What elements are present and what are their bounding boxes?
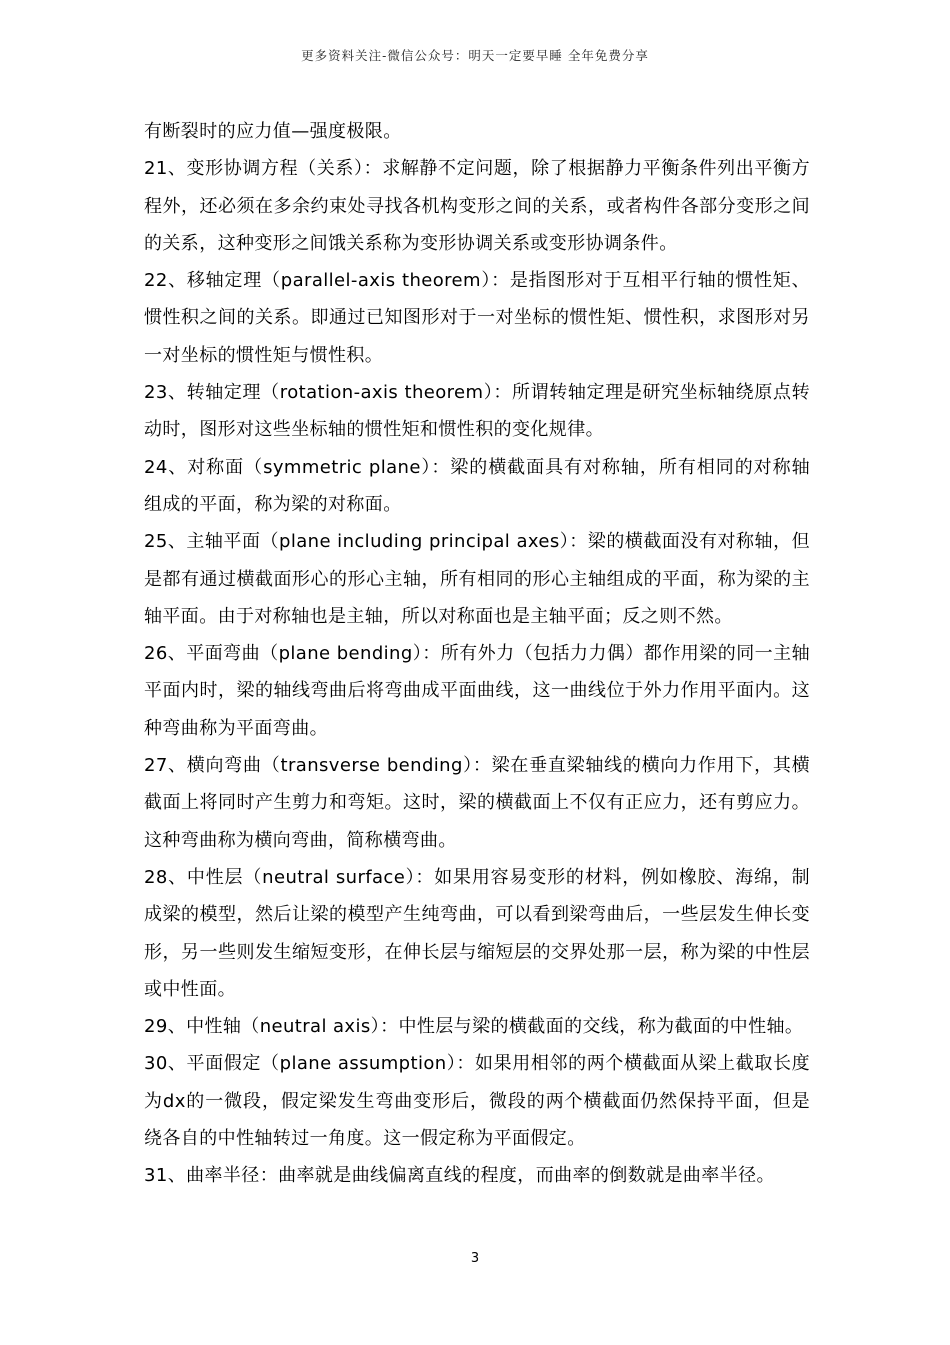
- paragraph-23-rotation-axis-theorem: 23、转轴定理（rotation-axis theorem）：所谓转轴定理是研究坐标轴绕原点转动时，图形对这些坐标轴的惯性矩和惯性积的变化规律。: [144, 382, 810, 441]
- document-body: [144, 113, 810, 1195]
- paragraph-27-transverse-bending: 27、横向弯曲（transverse bending）：梁在垂直梁轴线的横向力作用下，其横截面上将同时产生剪力和弯矩。这时，梁的横截面上不仅有正应力，还有剪应力。这种弯曲称为横向弯曲，简称横弯曲。: [144, 755, 810, 851]
- paragraph-29-neutral-axis: 29、中性轴（neutral axis）：中性层与梁的横截面的交线，称为截面的中性轴。: [144, 1016, 804, 1038]
- page-number: 3: [470, 1251, 480, 1266]
- paragraph-22-parallel-axis-theorem: 22、移轴定理（parallel-axis theorem）：是指图形对于互相平行轴的惯性矩、惯性积之间的关系。即通过已知图形对于一对坐标的惯性矩、惯性积，求图形对另一对坐标的惯性矩与惯性积。: [144, 270, 810, 366]
- page-header: 更多资料关注-微信公众号：明天一定要早睡 全年免费分享: [301, 48, 649, 63]
- paragraph-31-radius-of-curvature: 31、曲率半径：曲率就是曲线偏离直线的程度，而曲率的倒数就是曲率半径。: [144, 1165, 775, 1187]
- paragraph-28-neutral-surface: 28、中性层（neutral surface）：如果用容易变形的材料，例如橡胶、海绵，制成梁的模型，然后让梁的模型产生纯弯曲，可以看到梁弯曲后，一些层发生伸长变形，另一些则发生缩短变形，在伸长层与缩短层的交界处那一层，称为梁的中性层或中性面。: [144, 866, 810, 1000]
- paragraph-21-compatibility-equation: 21、变形协调方程（关系）：求解静不定问题，除了根据静力平衡条件列出平衡方程外，还必须在多余约束处寻找各机构变形之间的关系，或者构件各部分变形之间的关系，这种变形之间饿关系称为变形协调关系或变形协调条件。: [144, 158, 810, 254]
- paragraph-30-plane-assumption: 30、平面假定（plane assumption）：如果用相邻的两个横截面从梁上截取长度为dx的一微段，假定梁发生弯曲变形后，微段的两个横截面仍然保持平面，但是绕各自的中性轴转过一角度。这一假定称为平面假定。: [144, 1053, 810, 1150]
- paragraph-25-principal-axes-plane: 25、主轴平面（plane including principal axes）：梁的横截面没有对称轴，但是都有通过横截面形心的形心主轴，所有相同的形心主轴组成的平面，称为梁的主轴平面。由于对称轴也是主轴，所以对称面也是主轴平面；反之则不然。: [144, 531, 810, 627]
- paragraph-24-symmetric-plane: 24、对称面（symmetric plane）：梁的横截面具有对称轴，所有相同的对称轴组成的平面，称为梁的对称面。: [144, 456, 810, 515]
- paragraph-continuation: 有断裂时的应力值—强度极限。: [144, 121, 402, 142]
- paragraph-26-plane-bending: 26、平面弯曲（plane bending）：所有外力（包括力力偶）都作用梁的同一主轴平面内时，梁的轴线弯曲后将弯曲成平面曲线，这一曲线位于外力作用平面内。这种弯曲称为平面弯曲。: [144, 643, 810, 739]
